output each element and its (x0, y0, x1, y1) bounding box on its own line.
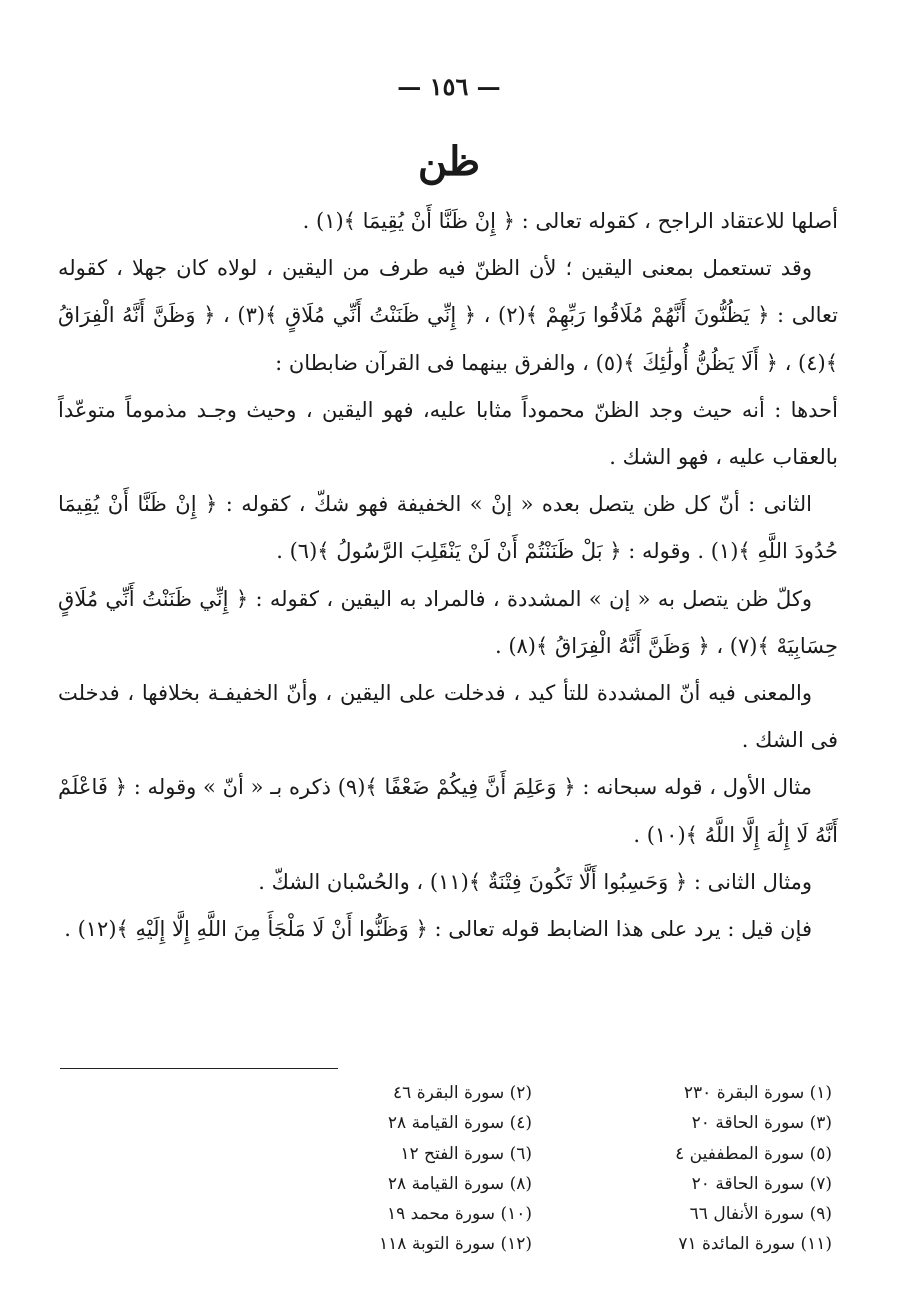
footnote-7: (٧) سورة الحاقة ٢٠ (691, 1173, 832, 1194)
footnote-1: (١) سورة البقرة ٢٣٠ (683, 1083, 832, 1103)
body-text (58, 198, 838, 953)
footnote-3: (٣) سورة الحاقة ٢٠ (691, 1113, 832, 1134)
paragraph-5: وكلّ ظن يتصل به « إن » المشددة ، فالمراد به اليقين ، كقوله : ﴿ إِنِّي ظَنَنْتُ أَنِّي مُلَاقٍ حِسَابِيَهْ ﴾(٧) ، ﴿ وَظَنَّ أَنَّهُ الْفِرَاقُ ﴾(٨) . (58, 586, 838, 658)
paragraph-3: أحدها : أنه حيث وجد الظنّ محموداً مثابا عليه، فهو اليقين ، وحيث وجـد مذموماً متوعّداً بالعقاب عليه ، فهو الشك . (58, 397, 838, 470)
footnote-separator (60, 1068, 338, 1069)
paragraph-1: أصلها للاعتقاد الراجح ، كقوله تعالى : ﴿ إِنْ ظَنَّا أَنْ يُقِيمَا ﴾(١) . (302, 209, 838, 233)
footnote-9: (٩) سورة الأنفال ٦٦ (689, 1204, 832, 1225)
paragraph-2: وقد تستعمل بمعنى اليقين ؛ لأن الظنّ فيه طرف من اليقين ، لولاه كان جهلا ، كقوله تعالى : ﴿ يَظُنُّونَ أَنَّهُمْ مُلَاقُوا رَبِّهِمْ ﴾(٢) ، ﴿ إِنِّي ظَنَنْتُ أَنِّي مُلَاقٍ ﴾(٣) ، ﴿ وَظَنَّ أَنَّهُ الْفِرَاقُ ﴾(٤) ، ﴿ أَلَا يَظُنُّ أُولَٰئِكَ ﴾(٥) ، والفرق بينهما فى القرآن ضابطان : (58, 256, 838, 375)
page-number: — ١٥٦ — (397, 72, 501, 101)
footnote-5: (٥) سورة المطففين ٤ (675, 1143, 832, 1164)
paragraph-7: مثال الأول ، قوله سبحانه : ﴿ وَعَلِمَ أَنَّ فِيكُمْ ضَعْفًا ﴾(٩) ذكره بـ « أنّ » وقوله : ﴿ فَاعْلَمْ أَنَّهُ لَا إِلَٰهَ إِلَّا اللَّهُ ﴾(١٠) . (58, 775, 838, 847)
entry-heading: ظن (417, 138, 481, 185)
paragraph-8: ومثال الثانى : ﴿ وَحَسِبُوا أَلَّا تَكُونَ فِتْنَةٌ ﴾(١١) ، والحُسْبان الشكّ . (258, 869, 812, 894)
paragraph-9: فإن قيل : يرد على هذا الضابط قوله تعالى : ﴿ وَظَنُّوا أَنْ لَا مَلْجَأَ مِنَ اللَّهِ إِلَّا إِلَيْهِ ﴾(١٢) . (64, 917, 812, 942)
footnote-12: (١٢) سورة التوبة ١١٨ (379, 1234, 532, 1255)
footnote-11: (١١) سورة المائدة ٧١ (678, 1234, 832, 1255)
footnote-10: (١٠) سورة محمد ١٩ (387, 1204, 532, 1225)
paragraph-4: الثانى : أنّ كل ظن يتصل بعده « إنْ » الخفيفة فهو شكّ ، كقوله : ﴿ إِنْ ظَنَّا أَنْ يُقِيمَا حُدُودَ اللَّهِ ﴾(١) . وقوله : ﴿ بَلْ ظَنَنْتُمْ أَنْ لَنْ يَنْقَلِبَ الرَّسُولُ ﴾(٦) . (58, 492, 838, 564)
footnote-8: (٨) سورة القيامة ٢٨ (387, 1173, 532, 1194)
footnote-6: (٦) سورة الفتح ١٢ (400, 1143, 532, 1164)
paragraph-6: والمعنى فيه أنّ المشددة للتأ كيد ، فدخلت على اليقين ، وأنّ الخفيفـة بخلافها ، فدخلت فى الشك . (58, 681, 838, 753)
footnote-4: (٤) سورة القيامة ٢٨ (387, 1113, 532, 1134)
footnotes (292, 1078, 832, 1260)
footnote-2: (٢) سورة البقرة ٤٦ (393, 1083, 532, 1103)
